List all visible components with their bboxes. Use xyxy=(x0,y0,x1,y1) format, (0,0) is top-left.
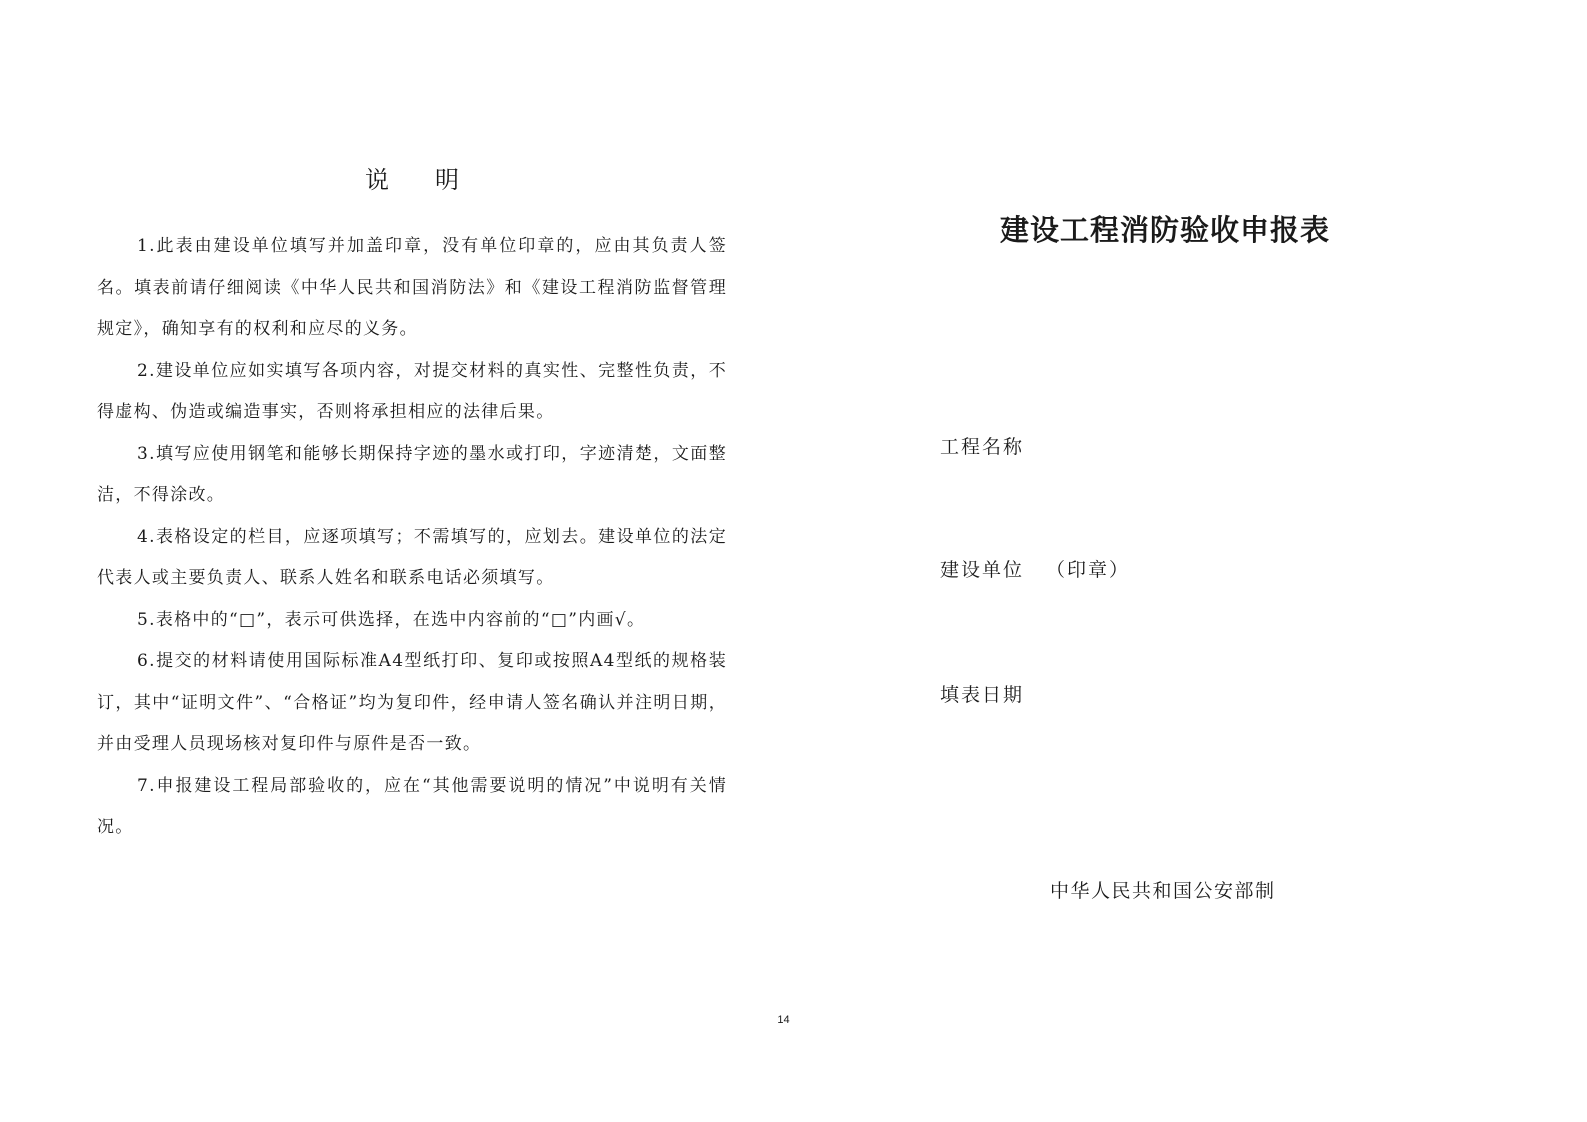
instructions-title: 说明 xyxy=(365,166,505,194)
fill-date-field xyxy=(940,680,1024,707)
builder-field xyxy=(940,555,1130,582)
instruction-item: 2.建设单位应如实填写各项内容，对提交材料的真实性、完整性负责，不得虚构、伪造或编造事实，否则将承担相应的法律后果。 xyxy=(97,360,727,422)
form-title: 建设工程消防验收申报表 xyxy=(999,213,1330,247)
cover-section xyxy=(940,200,1500,920)
instruction-item: 6.提交的材料请使用国际标准A4型纸打印、复印或按照A4型纸的规格装订，其中“证明文件”、“合格证”均为复印件，经申请人签名确认并注明日期，并由受理人员现场核对复印件与原件是否一致。 xyxy=(97,651,727,754)
instruction-item: 7.申报建设工程局部验收的，应在“其他需要说明的情况”中说明有关情况。 xyxy=(97,775,727,837)
issuer-line: 中华人民共和国公安部制 xyxy=(1050,880,1276,902)
project-name-field xyxy=(940,432,1024,459)
instructions-list xyxy=(97,226,727,849)
instruction-item: 3.填写应使用钢笔和能够长期保持字迹的墨水或打印，字迹清楚，文面整洁，不得涂改。 xyxy=(97,443,727,505)
instruction-item: 5.表格中的“□”，表示可供选择，在选中内容前的“□”内画√。 xyxy=(137,609,646,630)
instruction-item: 4.表格设定的栏目，应逐项填写；不需填写的，应划去。建设单位的法定代表人或主要负责人、联系人姓名和联系电话必须填写。 xyxy=(97,526,727,588)
instructions-section xyxy=(97,160,727,849)
seal-note: （印章） xyxy=(1046,559,1131,581)
builder-label: 建设单位 xyxy=(940,559,1025,581)
instruction-item: 1.此表由建设单位填写并加盖印章，没有单位印章的，应由其负责人签名。填表前请仔细阅读《中华人民共和国消防法》和《建设工程消防监督管理规定》，确知享有的权利和应尽的义务。 xyxy=(97,236,727,339)
page-number: 14 xyxy=(777,1014,790,1026)
project-name-label: 工程名称 xyxy=(940,436,1025,458)
fill-date-label: 填表日期 xyxy=(940,684,1025,706)
